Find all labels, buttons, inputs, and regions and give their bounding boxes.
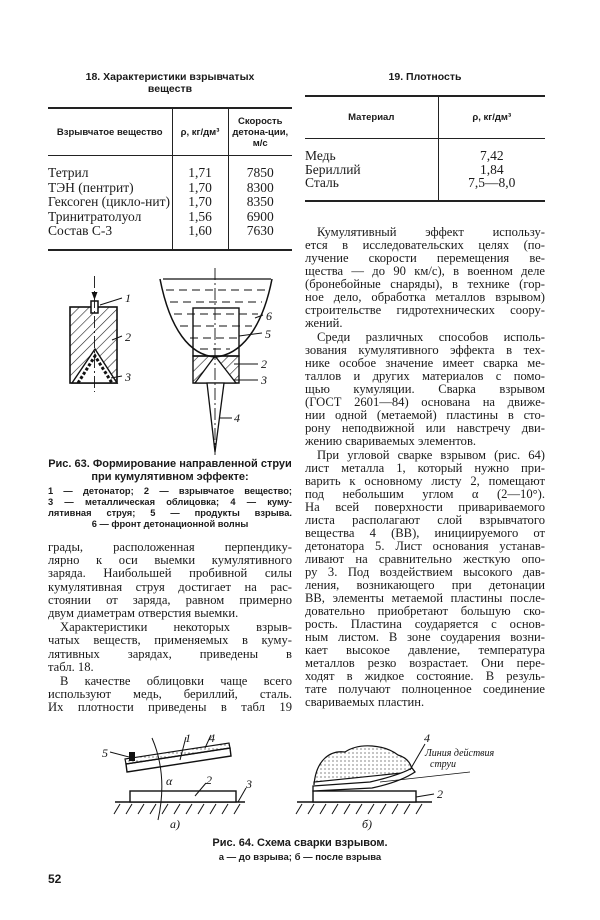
table19-title: 19. Плотность	[388, 71, 462, 83]
cell-name: Медь	[305, 148, 336, 163]
cell-name: Бериллий	[305, 161, 361, 177]
text-line: тате получают полноценное соединение	[305, 683, 545, 696]
text-line: грады, расположенная перпендику-	[48, 541, 292, 554]
left-text-column	[48, 541, 292, 715]
figure-64-caption-sub: а — до взрыва; б — после взрыва	[218, 852, 382, 863]
cell-density: 1,71	[172, 156, 228, 181]
text-line: жению свариваемых элементов.	[305, 435, 477, 448]
label-base-plate: 2	[437, 787, 443, 801]
label-explosive: 2	[261, 357, 267, 371]
text-line: рону неподвижной или навстречу дви-	[305, 422, 545, 435]
right-text-column	[305, 226, 545, 709]
figure-63-caption-title: Рис. 63. Формирование направленной струи при кумулятивном эффекте:	[48, 458, 292, 483]
cell-density: 1,70	[172, 195, 228, 210]
cell-name: Тетрил	[48, 165, 89, 180]
label-explosive: 4	[424, 731, 430, 745]
welding-before-diagram	[102, 731, 252, 831]
table-row	[48, 195, 292, 210]
label-explosive: 2	[125, 330, 131, 344]
cell-density: 1,84	[438, 163, 545, 177]
text-line: ется в исследовательских целях (по-	[305, 239, 545, 252]
paragraph	[305, 226, 545, 330]
table18-title	[48, 71, 292, 95]
table-row	[305, 139, 545, 163]
cell-name: Тринитратолуол	[48, 208, 142, 224]
caption-line: 3 — металлическая облицовка; 4 — куму-	[48, 497, 292, 507]
label-jet: 4	[234, 411, 240, 425]
cell-speed: 7630	[228, 224, 292, 250]
figure-64-caption-title: Рис. 64. Схема сварки взрывом.	[212, 837, 388, 849]
paragraph	[305, 449, 545, 709]
text-line: Характеристики некоторых взрыв-	[60, 621, 292, 635]
text-line: щью кумуляции. Сварка взрывом	[305, 383, 545, 396]
table18-title-line: 18. Характеристики взрывчатых	[85, 71, 255, 83]
cell-name: Состав С-3	[48, 223, 113, 238]
text-line: ВВ, элементы метаемой пластины после-	[305, 592, 545, 605]
table-row	[305, 176, 545, 201]
text-line: ливают на сравнительно жесткую опо-	[305, 553, 545, 566]
text-line: под небольшим углом α (2—10°).	[305, 488, 545, 501]
text-line: стоянии от заряда, равном примерно	[48, 593, 292, 607]
table-19-density	[305, 95, 545, 202]
text-line: ру 3. Под воздействием высокого дав-	[305, 566, 545, 579]
figure-63-shaped-charge	[40, 262, 300, 457]
text-line: двум диаметрам отверстия выемки.	[48, 607, 239, 621]
text-line: варить к основному листу 2, помещают	[305, 475, 545, 488]
label-detonation-front: 6	[266, 309, 272, 323]
text-line: таллов и других материалов с помо-	[305, 370, 545, 383]
text-line: заряда. Наибольшей пробивной силы	[48, 567, 292, 581]
figure-63-caption-legend	[48, 486, 292, 530]
text-line: довательно приобретают большую ско-	[305, 605, 545, 618]
table-row	[48, 181, 292, 196]
label-detonator: 5	[102, 746, 108, 760]
cell-density: 7,42	[438, 139, 545, 163]
text-line: ное дело, обработка металлов взрывом)	[305, 291, 545, 304]
text-line: ходят в жидкое состояние. В резуль-	[305, 670, 545, 683]
table18-title-line: веществ	[147, 83, 193, 95]
cell-density: 1,56	[172, 210, 228, 225]
text-line: Кумулятивный эффект использу-	[317, 226, 545, 239]
text-line: кает высокое давление, температура	[305, 644, 545, 657]
label-support: 3	[246, 777, 252, 791]
subfigure-label-a: а)	[170, 817, 180, 831]
label-jet-line: струи	[430, 759, 456, 770]
cell-density: 7,5—8,0	[438, 176, 545, 201]
cell-speed: 8300	[228, 181, 292, 196]
cell-density: 1,70	[172, 181, 228, 196]
cell-name: Гексоген (цикло-нит)	[48, 194, 171, 209]
cell-speed: 8350	[228, 195, 292, 210]
text-line: При угловой сварке взрывом (рис. 64)	[317, 449, 545, 462]
text-line: свариваемых пластин.	[305, 696, 425, 709]
cell-density: 1,60	[172, 224, 228, 250]
table-18-explosives	[48, 107, 292, 251]
text-line: табл. 18.	[48, 660, 94, 674]
page-number: 52	[48, 872, 62, 886]
text-line: металлов резко возрастает. Они пере-	[305, 657, 545, 670]
text-line: лист металла 1, который нужно при-	[305, 462, 545, 475]
label-liner: 3	[261, 373, 267, 387]
text-line: лучение скорости перемещения ве-	[305, 252, 545, 265]
table-row	[48, 210, 292, 225]
paragraph	[48, 675, 292, 715]
label-jet-line: Линия действия	[425, 748, 495, 759]
text-line: (бронебойные снаряды), в технике (гор-	[305, 278, 545, 291]
text-line: Среди различных способов исполь-	[317, 331, 545, 344]
text-line: нии одной (метаемой) пластины в сто-	[305, 409, 545, 422]
col-header-speed: Скорость детона-ции, м/с	[228, 108, 292, 156]
text-line: щества — до 90 км/с), в военном деле	[305, 265, 545, 278]
text-line: используют медь, бериллий, сталь.	[48, 688, 292, 702]
label-detonator: 1	[125, 291, 131, 305]
caption-line: 6 — фронт детонационной волны	[91, 519, 249, 529]
text-line: зования кумулятивного эффекта в тех-	[305, 344, 545, 357]
text-line: листа располагают слой взрывчатого	[305, 514, 545, 527]
cell-name: ТЭН (пентрит)	[48, 179, 134, 195]
text-line: (ГОСТ 2601—84) основана на движе-	[305, 396, 545, 409]
table-row	[305, 163, 545, 177]
paragraph	[48, 541, 292, 620]
col-header-material: Материал	[305, 96, 438, 139]
text-line: кумулятивная струя достигает на рас-	[48, 580, 292, 594]
text-line: жений.	[305, 317, 343, 330]
text-line: В качестве облицовки чаще всего	[60, 675, 292, 689]
paragraph	[48, 621, 292, 674]
charge-before-diagram	[70, 276, 131, 392]
col-header-density: ρ, кг/дм³	[438, 96, 545, 139]
cell-speed: 6900	[228, 210, 292, 225]
cell-speed: 7850	[228, 156, 292, 181]
label-liner: 3	[125, 370, 131, 384]
table-row	[48, 224, 292, 250]
text-line: Их плотности приведены в табл 19	[48, 701, 292, 715]
col-header-density: ρ, кг/дм³	[172, 108, 228, 156]
table-row	[48, 156, 292, 181]
text-line: ления, возникающего при детонации	[305, 579, 545, 592]
figure-64-explosion-welding	[95, 730, 495, 832]
cell-name: Сталь	[305, 175, 339, 190]
label-products: 5	[265, 327, 271, 341]
label-angle-alpha: α	[166, 774, 173, 788]
subfigure-label-b: б)	[362, 817, 373, 831]
caption-line: 1 — детонатор; 2 — взрывчатое вещество;	[48, 486, 292, 496]
text-line: чатых веществ, применяемых в куму-	[48, 634, 292, 648]
caption-line: лятивная струя; 5 — продукты взрыва.	[48, 508, 292, 518]
text-line: ным листом. В зоне соударения возни-	[305, 631, 545, 644]
charge-after-diagram	[160, 268, 272, 455]
text-line: вещества 4 (ВВ), инициируемого от	[305, 527, 545, 540]
text-line: детонатора 5. Лист основания устанав-	[305, 540, 545, 553]
text-line: лярно к оси выемки кумулятивного	[48, 554, 292, 568]
label-flyer-plate: 1	[185, 731, 191, 745]
text-line: нике особое значение имеет сварка ме-	[305, 357, 545, 370]
col-header-substance: Взрывчатое вещество	[48, 108, 172, 156]
text-line: рость. Пластина соударяется с основ-	[305, 618, 545, 631]
paragraph	[305, 331, 545, 448]
text-line: На всей поверхности привариваемого	[305, 501, 545, 514]
text-line: лятивных зарядах, приведены в	[48, 647, 292, 661]
welding-after-diagram	[296, 731, 495, 831]
label-explosive: 4	[209, 731, 215, 745]
text-line: строительстве гидротехнических соору-	[305, 304, 545, 317]
label-base-plate: 2	[206, 773, 212, 787]
